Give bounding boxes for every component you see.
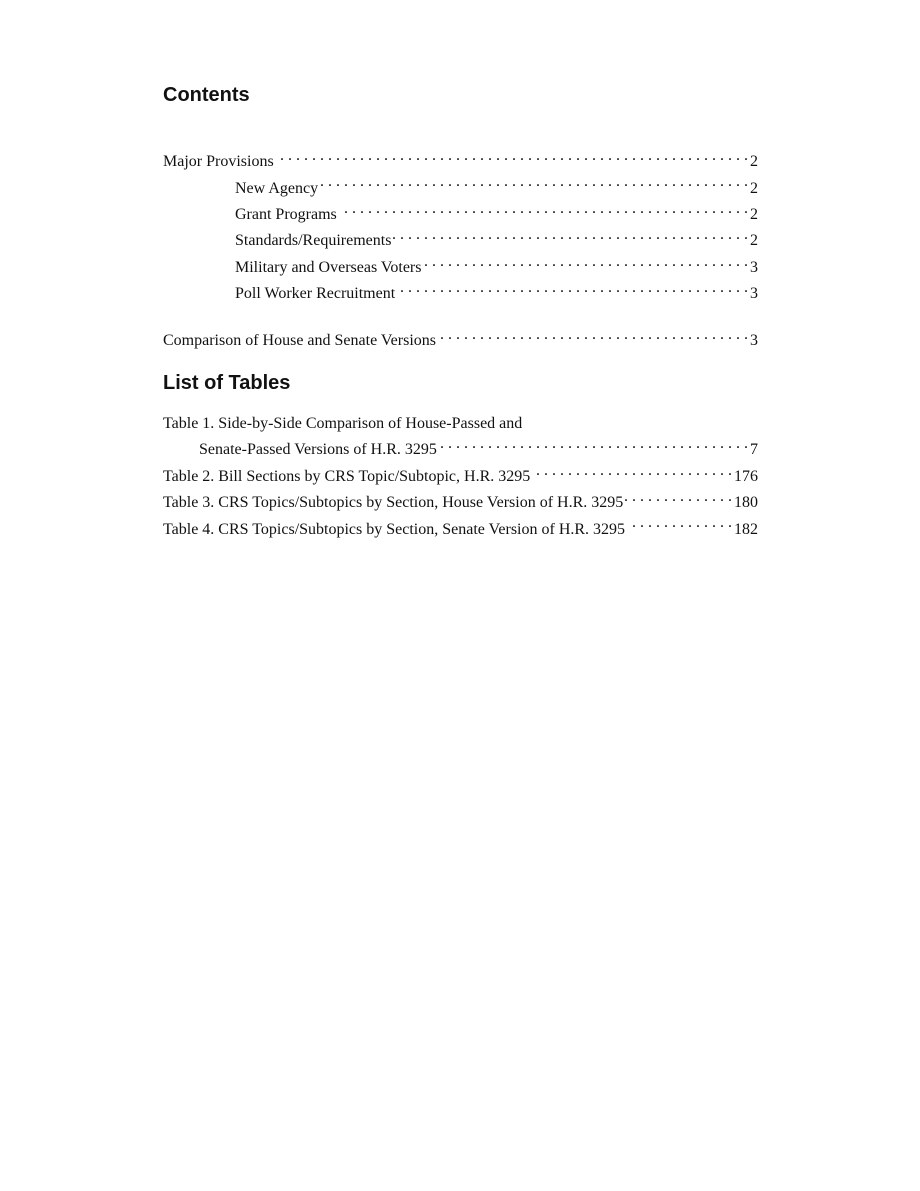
table-entry-2[interactable] [163, 461, 758, 487]
dot-leader [532, 461, 732, 481]
dot-leader [423, 252, 748, 272]
toc-entry-page: 3 [750, 332, 758, 350]
list-of-tables-heading: List of Tables [163, 372, 291, 394]
toc-entry-new-agency[interactable] [163, 172, 758, 198]
contents-heading: Contents [163, 84, 250, 106]
dot-leader [393, 225, 748, 245]
toc-entry-page: 2 [750, 206, 758, 224]
toc-entry-page: 2 [750, 232, 758, 250]
dot-leader [627, 513, 732, 533]
table-entry-1-line1[interactable]: Table 1. Side-by-Side Comparison of House-Passed and [163, 415, 523, 432]
toc-entry-standards-requirements[interactable] [163, 225, 758, 251]
table-entry-page: 182 [734, 520, 758, 538]
table-entry-page: 176 [734, 467, 758, 485]
table-entry-text: Table 2. Bill Sections by CRS Topic/Subtopic, H.R. 3295 [163, 467, 531, 485]
toc-entry-page: 3 [750, 258, 758, 276]
table-entry-page: 7 [750, 441, 758, 459]
dot-leader [339, 199, 748, 219]
toc-entry-page: 2 [750, 179, 758, 197]
toc-entry-text: Standards/Requirements [235, 232, 392, 250]
table-entry-4[interactable] [163, 513, 758, 539]
contents-list [163, 146, 758, 351]
toc-entry-text: New Agency [235, 179, 319, 197]
toc-entry-grant-programs[interactable] [163, 199, 758, 225]
toc-entry-text: Comparison of House and Senate Versions [163, 332, 436, 350]
table-entry-page: 180 [734, 494, 758, 512]
spacer [163, 304, 758, 325]
dot-leader [438, 325, 748, 345]
tables-list [163, 414, 758, 540]
table-entry-1-line2[interactable] [163, 434, 758, 460]
table-entry-text: Table 4. CRS Topics/Subtopics by Section, Senate Version of H.R. 3295 [163, 520, 626, 538]
toc-entry-comparison[interactable] [163, 325, 758, 351]
table-entry-text: Table 3. CRS Topics/Subtopics by Section, House Version of H.R. 3295 [163, 494, 624, 512]
toc-entry-page: 2 [750, 153, 758, 171]
table-entry-3[interactable] [163, 487, 758, 513]
toc-entry-major-provisions[interactable] [163, 146, 758, 172]
dot-leader [320, 172, 748, 192]
toc-entry-poll-worker-recruitment[interactable] [163, 278, 758, 304]
dot-leader [439, 434, 748, 454]
dot-leader [625, 487, 732, 507]
table-entry-text: Senate-Passed Versions of H.R. 3295 [199, 441, 437, 459]
toc-entry-text: Major Provisions [163, 153, 274, 171]
toc-entry-text: Grant Programs [235, 206, 337, 224]
toc-entry-military-overseas-voters[interactable] [163, 252, 758, 278]
dot-leader [397, 278, 748, 298]
dot-leader [276, 146, 748, 166]
toc-entry-page: 3 [750, 285, 758, 303]
toc-entry-text: Poll Worker Recruitment [235, 285, 396, 303]
toc-entry-text: Military and Overseas Voters [235, 258, 422, 276]
